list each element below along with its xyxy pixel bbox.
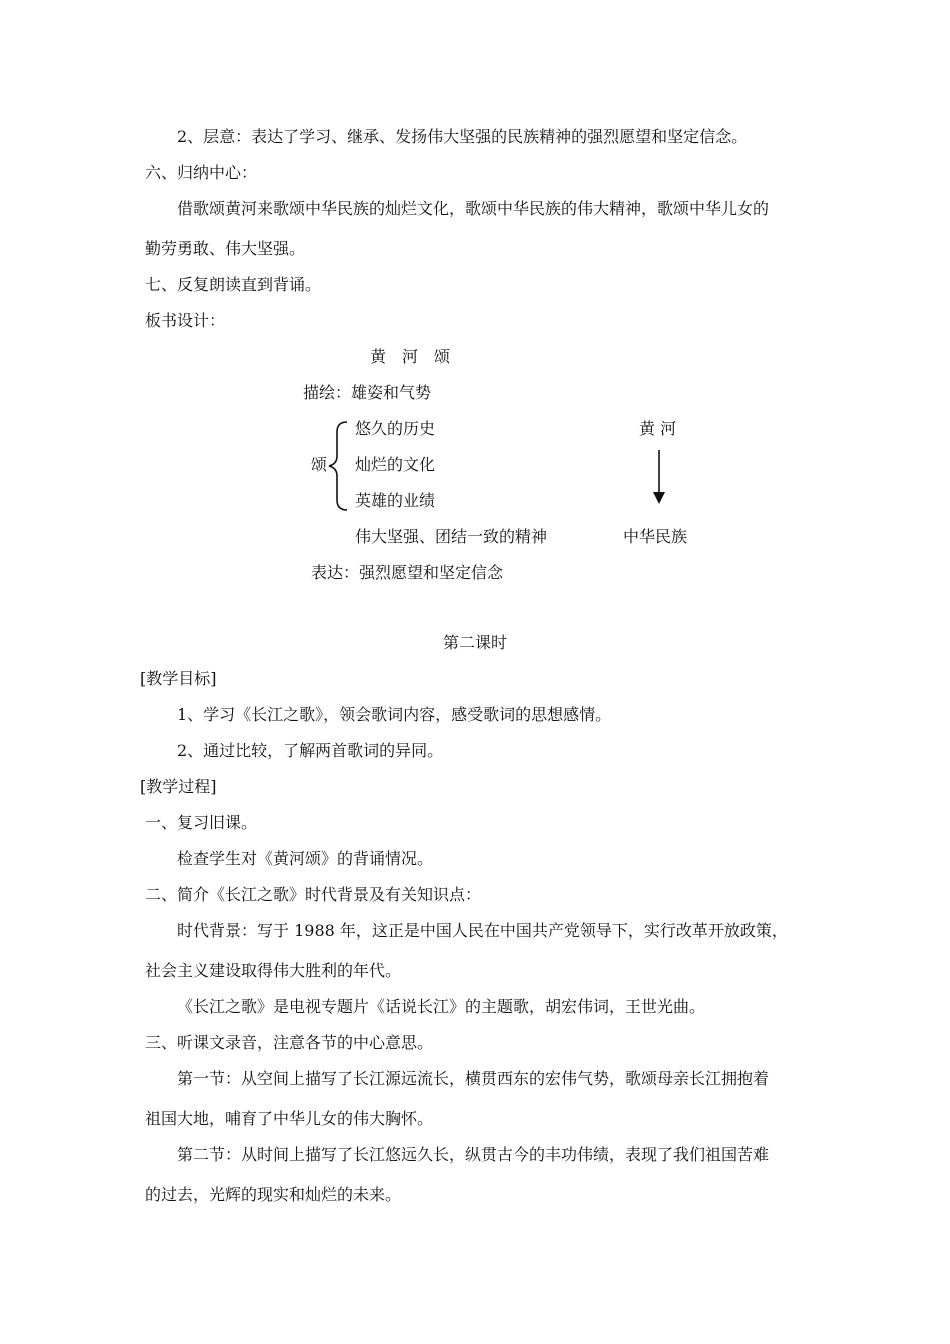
goal-item-2: 2、通过比较，了解两首歌词的异同。 bbox=[177, 741, 444, 760]
section2-line2: 的过去，光辉的现实和灿烂的未来。 bbox=[145, 1185, 402, 1204]
board-spirit: 伟大坚强、团结一致的精神 bbox=[355, 527, 548, 546]
board-item-achievement: 英雄的业绩 bbox=[355, 491, 436, 510]
section2-line1: 第二节：从时间上描写了长江悠远久长，纵贯古今的丰功伟绩，表现了我们祖国苦难 bbox=[177, 1145, 770, 1164]
teaching-process-heading: [教学过程] bbox=[140, 777, 217, 796]
background-line2: 社会主义建设取得伟大胜利的年代。 bbox=[145, 961, 402, 980]
background-line1: 时代背景：写于 1988 年，这正是中国人民在中国共产党领导下，实行改革开放政策， bbox=[177, 921, 788, 940]
board-design-label: 板书设计： bbox=[145, 311, 226, 330]
step2-heading: 二、简介《长江之歌》时代背景及有关知识点： bbox=[145, 885, 482, 904]
curly-brace-icon bbox=[327, 418, 353, 514]
lesson2-title: 第二课时 bbox=[443, 633, 508, 652]
paragraph-center-line1: 借歌颂黄河来歌颂中华民族的灿烂文化，歌颂中华民族的伟大精神，歌颂中华儿女的 bbox=[177, 199, 770, 218]
heading-summarize-center: 六、归纳中心： bbox=[145, 163, 258, 182]
board-right-yellow-river: 黄 河 bbox=[639, 419, 677, 438]
section1-line1: 第一节：从空间上描写了长江源远流长，横贯西东的宏伟气势，歌颂母亲长江拥抱着 bbox=[177, 1069, 770, 1088]
heading-repeat-reading: 七、反复朗读直到背诵。 bbox=[145, 275, 322, 294]
board-item-culture: 灿烂的文化 bbox=[355, 455, 436, 474]
section1-line2: 祖国大地，哺育了中华儿女的伟大胸怀。 bbox=[145, 1109, 434, 1128]
board-song-label: 颂 bbox=[311, 455, 328, 474]
board-right-chinese-nation: 中华民族 bbox=[623, 527, 688, 546]
board-title: 黄 河 颂 bbox=[370, 347, 451, 366]
board-express: 表达：强烈愿望和坚定信念 bbox=[311, 563, 504, 582]
paragraph-layer-meaning: 2、层意：表达了学习、继承、发扬伟大坚强的民族精神的强烈愿望和坚定信念。 bbox=[177, 127, 748, 146]
down-arrow-icon bbox=[649, 448, 669, 508]
teaching-goals-heading: [教学目标] bbox=[140, 669, 217, 688]
step1-paragraph: 检查学生对《黄河颂》的背诵情况。 bbox=[177, 849, 434, 868]
step3-heading: 三、听课文录音，注意各节的中心意思。 bbox=[145, 1033, 434, 1052]
board-describe: 描绘：雄姿和气势 bbox=[303, 383, 432, 402]
goal-item-1: 1、学习《长江之歌》，领会歌词内容，感受歌词的思想感情。 bbox=[177, 705, 612, 724]
paragraph-center-line2: 勤劳勇敢、伟大坚强。 bbox=[145, 239, 306, 258]
song-info-paragraph: 《长江之歌》是电视专题片《话说长江》的主题歌，胡宏伟词，王世光曲。 bbox=[177, 997, 706, 1016]
step1-heading: 一、复习旧课。 bbox=[145, 813, 258, 832]
board-item-history: 悠久的历史 bbox=[355, 419, 436, 438]
